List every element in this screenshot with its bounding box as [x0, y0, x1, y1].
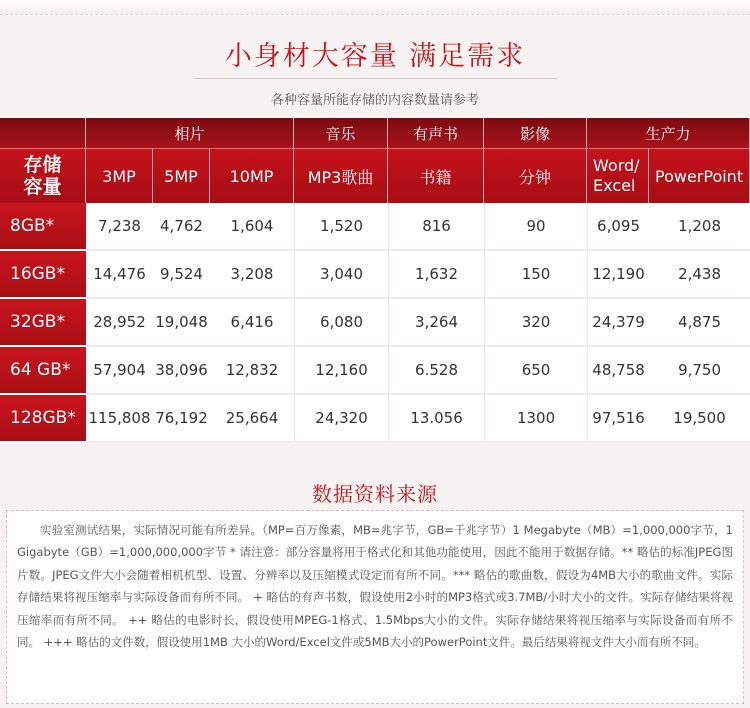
- sub-5mp: 5MP: [153, 148, 210, 203]
- cell-ppt: 1,208: [649, 203, 750, 251]
- cell-3mp: 115,808: [86, 395, 153, 443]
- cell-10mp: 25,664: [210, 395, 294, 443]
- cell-music: 24,320: [294, 395, 388, 443]
- cell-ppt: 4,875: [649, 299, 750, 347]
- title-divider: [193, 78, 557, 79]
- group-audiobook: 有声书: [388, 118, 484, 148]
- sub-word-line1: Word/: [593, 156, 640, 175]
- cell-ppt: 9,750: [649, 347, 750, 395]
- group-music: 音乐: [294, 118, 388, 148]
- sub-10mp: 10MP: [210, 148, 294, 203]
- cell-minutes: 320: [484, 299, 587, 347]
- cell-5mp: 4,762: [153, 203, 210, 251]
- top-band: [0, 0, 750, 15]
- cell-10mp: 12,832: [210, 347, 294, 395]
- sub-mp3: MP3歌曲: [294, 148, 388, 203]
- cell-word: 48,758: [587, 347, 649, 395]
- cell-3mp: 7,238: [86, 203, 153, 251]
- table-row: [0, 251, 750, 299]
- sub-powerpoint: PowerPoint: [649, 148, 750, 203]
- capacity-table: [0, 118, 750, 443]
- page-subtitle: 各种容量所能存储的内容数量请参考: [270, 93, 479, 108]
- cell-music: 1,520: [294, 203, 388, 251]
- cell-word: 97,516: [587, 395, 649, 443]
- header-corner: [0, 118, 86, 148]
- sub-3mp: 3MP: [86, 148, 153, 203]
- sub-word-excel: [587, 148, 649, 203]
- cell-minutes: 90: [484, 203, 587, 251]
- cell-books: 3,264: [388, 299, 484, 347]
- cell-books: 13.056: [388, 395, 484, 443]
- cell-word: 6,095: [587, 203, 649, 251]
- cell-5mp: 76,192: [153, 395, 210, 443]
- cell-3mp: 28,952: [86, 299, 153, 347]
- cell-word: 12,190: [587, 251, 649, 299]
- cell-minutes: 1300: [484, 395, 587, 443]
- cell-books: 6.528: [388, 347, 484, 395]
- cell-ppt: 19,500: [649, 395, 750, 443]
- table-header-subs: [0, 148, 750, 203]
- table-row: [0, 395, 750, 443]
- cell-books: 816: [388, 203, 484, 251]
- storage-label-line1: 存储: [23, 154, 62, 176]
- page-title: 小身材大容量 满足需求: [224, 41, 526, 72]
- cell-music: 12,160: [294, 347, 388, 395]
- capacity-cell: 8GB*: [0, 203, 86, 251]
- group-video: 影像: [484, 118, 587, 148]
- title-row: [0, 34, 750, 73]
- capacity-cell: 128GB*: [0, 395, 86, 443]
- table-header-groups: [0, 118, 750, 148]
- capacity-cell: 64 GB*: [0, 347, 86, 395]
- cell-5mp: 38,096: [153, 347, 210, 395]
- capacity-cell: 16GB*: [0, 251, 86, 299]
- cell-music: 6,080: [294, 299, 388, 347]
- group-productivity: 生产力: [587, 118, 750, 148]
- cell-10mp: 1,604: [210, 203, 294, 251]
- cell-ppt: 2,438: [649, 251, 750, 299]
- table-row: [0, 347, 750, 395]
- sub-books: 书籍: [388, 148, 484, 203]
- cell-books: 1,632: [388, 251, 484, 299]
- sub-word-line2: Excel: [593, 176, 636, 195]
- sub-minutes: 分钟: [484, 148, 587, 203]
- source-notes: 实验室测试结果，实际情况可能有所差异。（MP=百万像素，MB=兆字节，GB=千兆字节）1 Megabyte（MB）=1,000,000字节，1 Gigabyte（GB）=1,000,000,000字节 * 请注意：部分容量将用于格式化和其他功能使用，因此不能用于数据存储。** 略估的标准JPEG图片数。JPEG文件大小会随着相机机型、设置、分辨率以及压缩模式设定而有所不同。*** 略估的歌曲数，假设为4MB大小的歌曲文件。实际存储结果将视压缩率与实际设备而有所不同。 + 略估的有声书数，假设使用2小时的MP3格式或3.7MB/小时大小的文件。实际存储结果将视压缩率而有所不同。 ++ 略估的电影时长，假设使用MPEG-1格式、1.5Mbps大小的文件。实际存储结果将视压缩率与实际设备而有所不同。 +++ 略估的文件数，假设使用1MB 大小的Word/Excel文件或5MB大小的PowerPoint文件。最后结果将视文件大小而有所不同。: [6, 510, 744, 704]
- source-title: 数据资料来源: [312, 482, 438, 506]
- storage-label-line2: 容量: [23, 176, 62, 198]
- cell-5mp: 9,524: [153, 251, 210, 299]
- table-row: [0, 299, 750, 347]
- cell-word: 24,379: [587, 299, 649, 347]
- group-photo: 相片: [86, 118, 294, 148]
- cell-5mp: 19,048: [153, 299, 210, 347]
- cell-3mp: 57,904: [86, 347, 153, 395]
- cell-minutes: 650: [484, 347, 587, 395]
- cell-10mp: 6,416: [210, 299, 294, 347]
- cell-3mp: 14,476: [86, 251, 153, 299]
- capacity-cell: 32GB*: [0, 299, 86, 347]
- cell-minutes: 150: [484, 251, 587, 299]
- cell-10mp: 3,208: [210, 251, 294, 299]
- storage-capacity-header: [0, 148, 86, 203]
- cell-music: 3,040: [294, 251, 388, 299]
- table-row: [0, 203, 750, 251]
